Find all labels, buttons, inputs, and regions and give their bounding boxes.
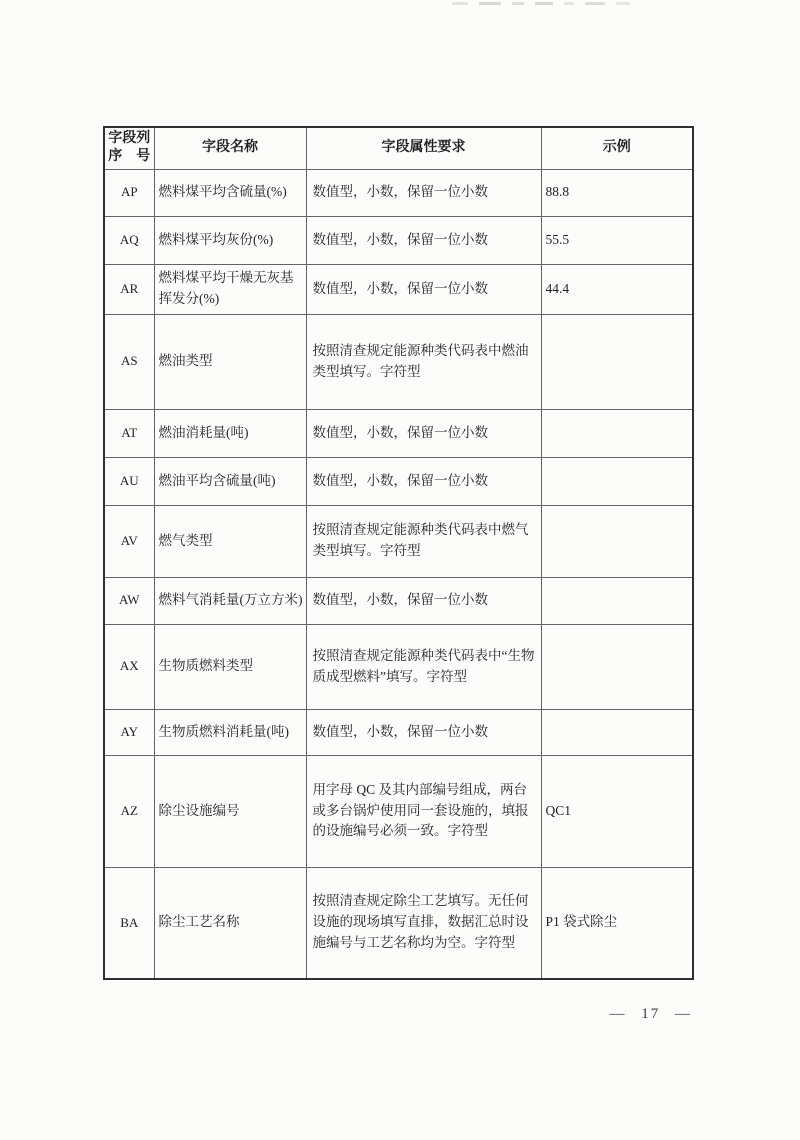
page-number: — 17 — [609,1006,692,1022]
cell-requirement: 按照清查规定能源种类代码表中“生物质成型燃料”填写。字符型 [306,624,541,709]
table-header-row [104,127,693,169]
cell-example: 88.8 [541,169,693,216]
cell-requirement: 按照清查规定除尘工艺填写。无任何设施的现场填写直排，数据汇总时设施编号与工艺名称均为空。字符型 [306,867,541,979]
cell-example: 55.5 [541,216,693,264]
scan-dash [616,2,630,5]
cell-code: AR [104,264,154,314]
cell-name: 燃料煤平均含硫量(%) [154,169,306,216]
table-row [104,505,693,577]
header-col-requirement: 字段属性要求 [306,127,541,169]
header-col-name: 字段名称 [154,127,306,169]
scan-dash [585,2,605,5]
cell-code: AT [104,409,154,457]
cell-code: AX [104,624,154,709]
cell-code: AS [104,314,154,409]
table-row [104,409,693,457]
cell-example: QC1 [541,755,693,867]
cell-requirement: 按照清查规定能源种类代码表中燃气类型填写。字符型 [306,505,541,577]
header-col-code-line1: 字段列 [108,131,151,147]
cell-example [541,577,693,624]
scan-dash [452,2,468,5]
table-row [104,755,693,867]
cell-example: 44.4 [541,264,693,314]
cell-code: AQ [104,216,154,264]
cell-name: 除尘设施编号 [154,755,306,867]
table-row [104,216,693,264]
scan-artifact-dashes [452,2,630,5]
cell-requirement: 用字母 QC 及其内部编号组成，两台或多台锅炉使用同一套设施的，填报的设施编号必须一致。字符型 [306,755,541,867]
cell-requirement: 数值型，小数，保留一位小数 [306,264,541,314]
cell-example [541,624,693,709]
cell-requirement: 数值型，小数，保留一位小数 [306,409,541,457]
cell-code: AZ [104,755,154,867]
cell-requirement: 数值型，小数，保留一位小数 [306,216,541,264]
header-col-code-line2: 序 号 [108,149,151,165]
cell-example [541,457,693,505]
cell-name: 燃料煤平均干燥无灰基挥发分(%) [154,264,306,314]
cell-code: AY [104,709,154,755]
field-spec-table [103,126,694,980]
cell-example [541,709,693,755]
cell-example [541,409,693,457]
cell-requirement: 数值型，小数，保留一位小数 [306,457,541,505]
header-col-example: 示例 [541,127,693,169]
table-row [104,867,693,979]
cell-name: 燃油平均含硫量(吨) [154,457,306,505]
table-row [104,624,693,709]
cell-requirement: 数值型，小数，保留一位小数 [306,709,541,755]
cell-code: AU [104,457,154,505]
scan-dash [479,2,501,5]
cell-name: 燃料气消耗量(万立方米) [154,577,306,624]
cell-code: AW [104,577,154,624]
table-row [104,457,693,505]
cell-name: 除尘工艺名称 [154,867,306,979]
cell-code: AV [104,505,154,577]
table-row [104,264,693,314]
cell-name: 燃料煤平均灰份(%) [154,216,306,264]
cell-name: 燃气类型 [154,505,306,577]
table-row [104,169,693,216]
cell-name: 燃油类型 [154,314,306,409]
scan-dash [535,2,553,5]
table-row [104,314,693,409]
cell-requirement: 按照清查规定能源种类代码表中燃油类型填写。字符型 [306,314,541,409]
table-row [104,709,693,755]
cell-code: BA [104,867,154,979]
cell-example: P1 袋式除尘 [541,867,693,979]
cell-name: 生物质燃料类型 [154,624,306,709]
scan-dash [512,2,524,5]
cell-example [541,314,693,409]
cell-example [541,505,693,577]
cell-name: 生物质燃料消耗量(吨) [154,709,306,755]
cell-name: 燃油消耗量(吨) [154,409,306,457]
header-col-code [104,127,154,169]
cell-requirement: 数值型，小数，保留一位小数 [306,169,541,216]
table-row [104,577,693,624]
cell-code: AP [104,169,154,216]
cell-requirement: 数值型，小数，保留一位小数 [306,577,541,624]
scan-dash [564,2,574,5]
